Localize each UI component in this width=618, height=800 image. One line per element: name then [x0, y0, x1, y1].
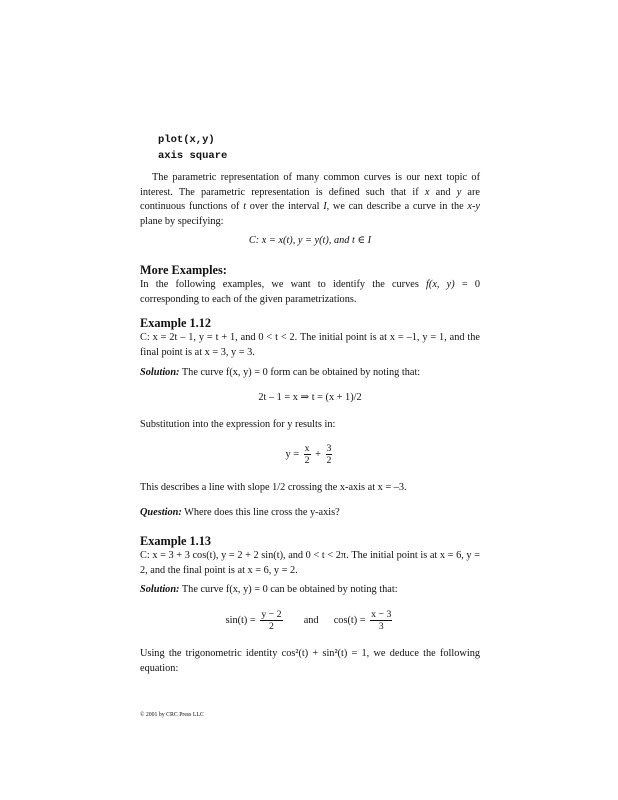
more-examples-heading: More Examples:	[140, 263, 227, 277]
solution-label: Solution:	[140, 584, 180, 595]
code-line-axis: axis square	[158, 150, 228, 162]
code-block	[158, 132, 498, 164]
intro-paragraph: The parametric representation of many common curves is our next topic of interest. The parametric representation is defined such that if x and y are continuous functions of t over the interval I, we can describe a curve in the x-y plane by specifying:	[140, 172, 481, 227]
copyright-footer: © 2001 by CRC Press LLC	[140, 712, 204, 718]
parametric-definition: C: x = x(t), y = y(t), and t ∈ I	[248, 235, 372, 246]
example-1-13-statement: C: x = 3 + 3 cos(t), y = 2 + 2 sin(t), and 0 < t < 2π. The initial point is at x = 6, y = 2, and the final point is at x = 6, y = 2.	[140, 550, 480, 576]
identity-paragraph: Using the trigonometric identity cos²(t) + sin²(t) = 1, we deduce the following equation:	[140, 648, 480, 674]
more-examples-text: In the following examples, we want to identify the curves f(x, y) = 0 corresponding to each of the given parametrizations.	[140, 279, 480, 305]
equation-sin-cos: sin(t) = $\frac{y - 2}{2}$ and cos(t) = $\frac{x - 3}{3}$	[225, 609, 392, 632]
example-1-12	[140, 315, 480, 360]
question-paragraph: Question: Where does this line cross the y-axis?	[140, 507, 340, 518]
line-description: This describes a line with slope 1/2 crossing the x-axis at x = –3.	[140, 482, 407, 493]
fraction-3-over-2: $\frac{3}{2}$	[326, 443, 332, 466]
fraction-cos: $\frac{x - 3}{3}$	[371, 609, 392, 632]
example-1-13	[140, 533, 480, 578]
example-1-12-statement: C: x = 2t – 1, y = t + 1, and 0 < t < 2. The initial point is at x = –1, y = 1, and the final point is at x = 3, y = 3.	[140, 332, 480, 358]
fraction-sin: $\frac{y - 2}{2}$	[261, 609, 282, 632]
equation-y-line: y = $\frac{x}{2}$ + $\frac{3}{2}$	[285, 443, 332, 466]
substitution-text: Substitution into the expression for y results in:	[140, 419, 336, 430]
solution-label: Solution:	[140, 367, 180, 378]
example-1-12-solution: Solution: The curve f(x, y) = 0 form can be obtained by noting that:	[140, 367, 421, 378]
fraction-x-over-2: $\frac{x}{2}$	[304, 443, 310, 466]
equation-t-solve: 2t – 1 = x ⇒ t = (x + 1)/2	[258, 392, 362, 403]
code-line-plot: plot(x,y)	[158, 134, 215, 146]
example-1-13-solution: Solution: The curve f(x, y) = 0 can be obtained by noting that:	[140, 584, 398, 595]
example-1-12-heading: Example 1.12	[140, 316, 212, 330]
more-examples-section	[140, 262, 480, 307]
example-1-13-heading: Example 1.13	[140, 534, 212, 548]
question-label: Question:	[140, 507, 182, 518]
